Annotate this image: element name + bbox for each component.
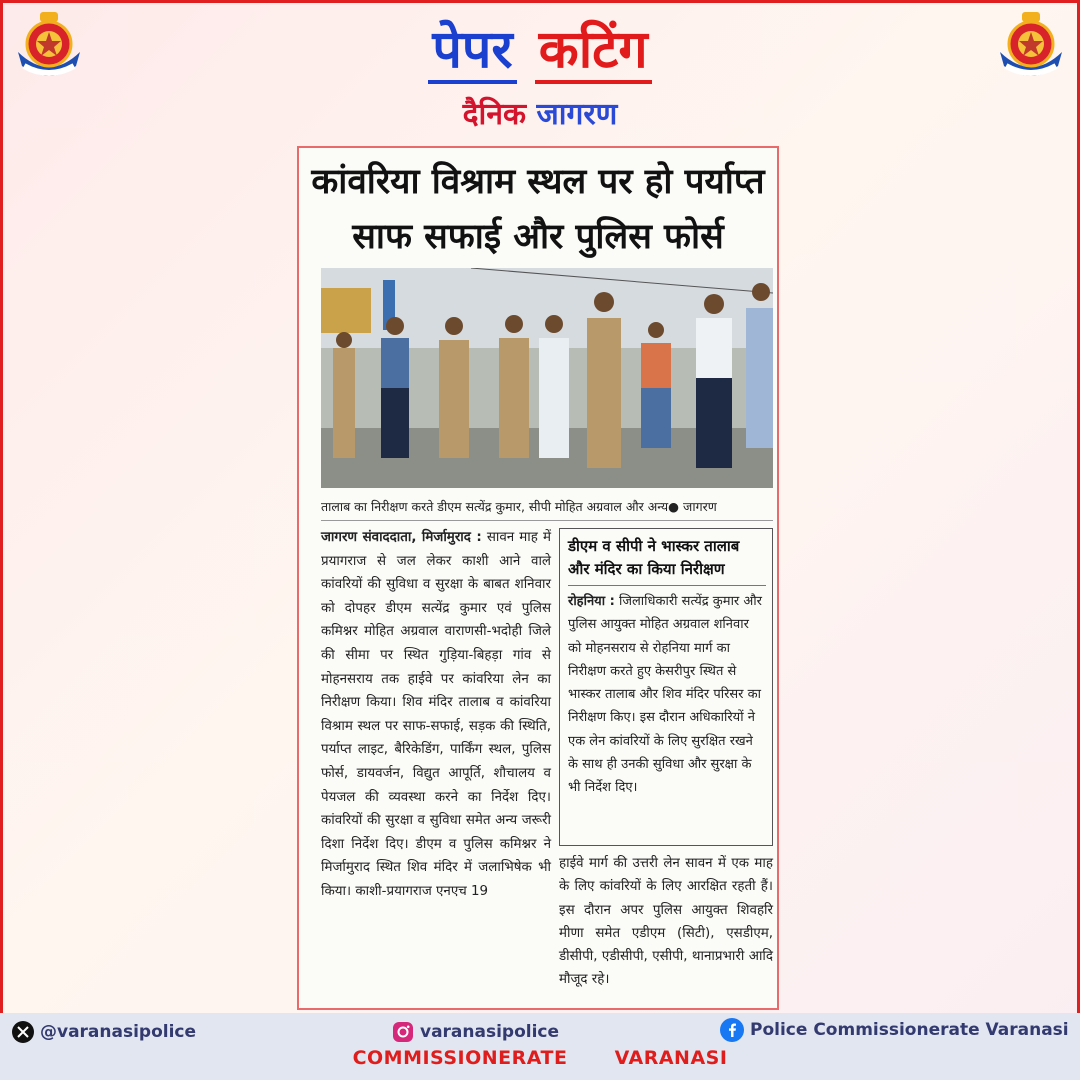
instagram-handle: varanasipolice [420, 1022, 560, 1042]
article-body-text: सावन माह में प्रयागराज से जल लेकर काशी आने वाले कांवरियों की सुविधा व सुरक्षा के बाबत शनिवार को दोपहर डीएम सत्येंद्र कुमार एवं पुलिस कमिश्नर मोहित अग्रवाल वाराणसी-भदोही जिले की सीमा पर स्थित गुड़िया-बिहड़ा गांव से मोहनसराय तक हाईवे पर कांवरिया लेन का निरीक्षण किया। शिव मंदिर तालाब व कांवरिया विश्राम स्थल पर साफ-सफाई, सड़क की स्थिति, पर्याप्त लाइट, बैरिकेडिंग, पार्किंग स्थल, पुलिस फोर्स, डायवर्जन, विद्युत आपूर्ति, शौचालय व पेयजल की व्यवस्था करने का निर्देश दिए। कांवरियों की सुरक्षा व सुविधा समेत अन्य जरूरी दिशा निर्देश दिए। डीएम व पुलिस कमिश्नर ने मिर्जामुराद स्थित शिव मंदिर में जलाभिषेक भी किया। काशी-प्रयागराज एनएच 19 [321, 530, 551, 899]
article-headline [299, 154, 777, 264]
instagram-icon [392, 1021, 414, 1043]
x-icon [12, 1021, 34, 1043]
headline-line-1: कांवरिया विश्राम स्थल पर हो पर्याप्त [311, 161, 765, 202]
newspaper-name-part1: दैनिक [462, 97, 527, 132]
article-body-right: हाईवे मार्ग की उत्तरी लेन सावन में एक माह के लिए कांवरियों के लिए आरक्षित रहती हैं। इस दौरान अपर पुलिस आयुक्त शिवहरि मीणा समेत एडीएम (सिटी), एसडीएम, डीसीपी, एडीसीपी, एसीपी, थानाप्रभारी आदि मौजूद रहे। [559, 856, 773, 988]
instagram-link[interactable] [392, 1020, 559, 1044]
sidebar-news-dateline: रोहनिया : [568, 594, 615, 609]
facebook-link[interactable] [720, 1018, 1069, 1042]
newspaper-name [0, 94, 1080, 136]
sidebar-news-title: डीएम व सीपी ने भास्कर तालाब और मंदिर का किया निरीक्षण [568, 535, 766, 586]
facebook-page-name: Police Commissionerate Varanasi [750, 1020, 1069, 1040]
footer-brand [0, 1044, 1080, 1072]
article-dateline: जागरण संवाददाता, मिर्जामुराद : [321, 530, 482, 545]
page-title [0, 18, 1080, 82]
footer-brand-word2: VARANASI [614, 1047, 728, 1069]
sidebar-news-text: जिलाधिकारी सत्येंद्र कुमार और पुलिस आयुक्त मोहित अग्रवाल शनिवार को मोहनसराय से रोहनिया मार्ग का निरीक्षण करते हुए केसरीपुर स्थित से भास्कर तालाब और शिव मंदिर परिसर का निरीक्षण किए। इस दौरान अधिकारियों ने एक लेन कांवरियों के लिए सुरक्षित रखने के साथ ही उनकी सुविधा और सुरक्षा के भी निर्देश दिए। [568, 594, 763, 796]
inspection-photo [321, 268, 773, 488]
newspaper-clipping [297, 146, 779, 1010]
x-handle: @varanasipolice [40, 1022, 197, 1042]
article-body-left [321, 526, 551, 904]
sidebar-news-box [559, 528, 773, 846]
footer-brand-word1: COMMISSIONERATE [352, 1047, 568, 1069]
facebook-icon [720, 1018, 744, 1042]
sidebar-news-body [568, 590, 766, 800]
newspaper-name-part2: जागरण [536, 97, 618, 132]
caption-divider [321, 520, 773, 521]
headline-line-2: साफ सफाई और पुलिस फोर्स [352, 216, 724, 257]
title-word-cutting: कटिंग [535, 20, 652, 84]
x-link[interactable] [12, 1020, 196, 1044]
title-word-paper: पेपर [428, 20, 516, 84]
photo-caption: तालाब का निरीक्षण करते डीएम सत्येंद्र कुमार, सीपी मोहित अग्रवाल और अन्य● जागरण [321, 499, 717, 514]
